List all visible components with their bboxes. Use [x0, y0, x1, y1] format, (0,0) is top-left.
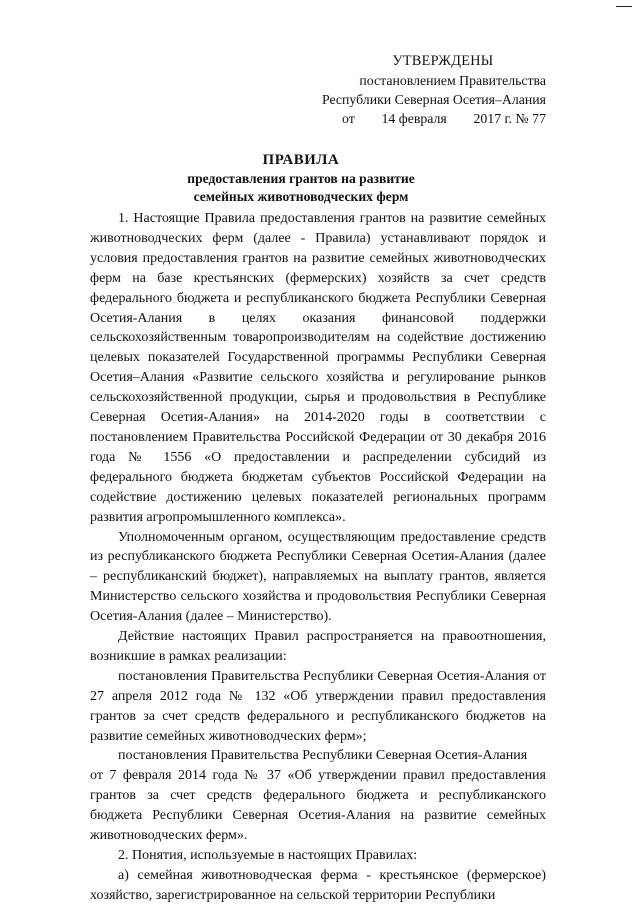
paragraph-2: Уполномоченным органом, осуществляющим предоставление средств из республиканского бюджета Республики Северная Осетия-Алания (далее – республиканский бюджет), направляемых на выплату грантов, является Министерство сельского хозяйства и продовольствия Республики Северная Осетия-Алания (далее – Министерство). [90, 529, 546, 625]
corner-mark [616, 6, 632, 7]
document-body [90, 209, 546, 906]
paragraph-5: постановления Правительства Республики Северная Осетия-Алания [118, 748, 528, 764]
date-prefix: от [342, 111, 355, 126]
paragraph-8: а) семейная животноводческая ферма - крестьянское (фермерское) хозяйство, зарегистрированное на сельской территории Республики [90, 867, 546, 903]
date-number: 2017 г. № 77 [473, 111, 546, 126]
paragraph-3: Действие настоящих Правил распространяется на правоотношения, возникшие в рамках реализации: [90, 629, 546, 664]
document-title: ПРАВИЛА [262, 152, 340, 168]
approval-block [300, 52, 546, 128]
approval-line-2: Республики Северная Осетия–Алания [321, 92, 546, 107]
paragraph-7: 2. Понятия, используемые в настоящих Правилах: [118, 848, 418, 863]
paragraph-6: от 7 февраля 2014 года № 37 «Об утверждении правил предоставления грантов за счет средств федерального бюджета и республиканского бюджета Республики Северная Осетия-Алания на развитие семейных животноводческих ферм». [90, 768, 546, 844]
paragraph-4: постановления Правительства Республики Северная Осетия-Алания от 27 апреля 2012 года № 132 «Об утверждении правил предоставления грантов за счет средств федерального и республиканского бюджетов на развитие семейных животноводческих ферм»; [90, 668, 546, 744]
document-heading [40, 151, 562, 206]
approval-date-line [300, 109, 546, 128]
approval-line-1: постановлением Правительства [359, 73, 546, 88]
document-subtitle-line-1: предоставления грантов на развитие [187, 171, 415, 186]
document-subtitle-line-2: семейных животноводческих ферм [193, 189, 409, 204]
date-value: 14 февраля [381, 111, 447, 126]
approval-title: УТВЕРЖДЕНЫ [392, 53, 494, 69]
paragraph-1: 1. Настоящие Правила предоставления грантов на развитие семейных животноводческих ферм (далее - Правила) устанавливают порядок и условия предоставления грантов на развитие семейных животноводческих ферм на базе крестьянских (фермерских) хозяйств за счет средств федерального бюджета и республиканского бюджета Республики Северная Осетия-Алания в целях оказания финансовой поддержки сельскохозяйственным товаропроизводителям на содействие достижению целевых показателей Государственной программы Республики Северная Осетия–Алания «Развитие сельского хозяйства и регулирование рынков сельскохозяйственной продукции, сырья и продовольствия в Республике Северная Осетия-Алания» на 2014-2020 годы в соответствии с постановлением Правительства Российской Федерации от 30 декабря 2016 года № 1556 «О предоставлении и распределении субсидий из федерального бюджета бюджетам субъектов Российской Федерации на содействие достижению целевых показателей региональных программ развития агропромышленного комплекса». [90, 211, 546, 525]
